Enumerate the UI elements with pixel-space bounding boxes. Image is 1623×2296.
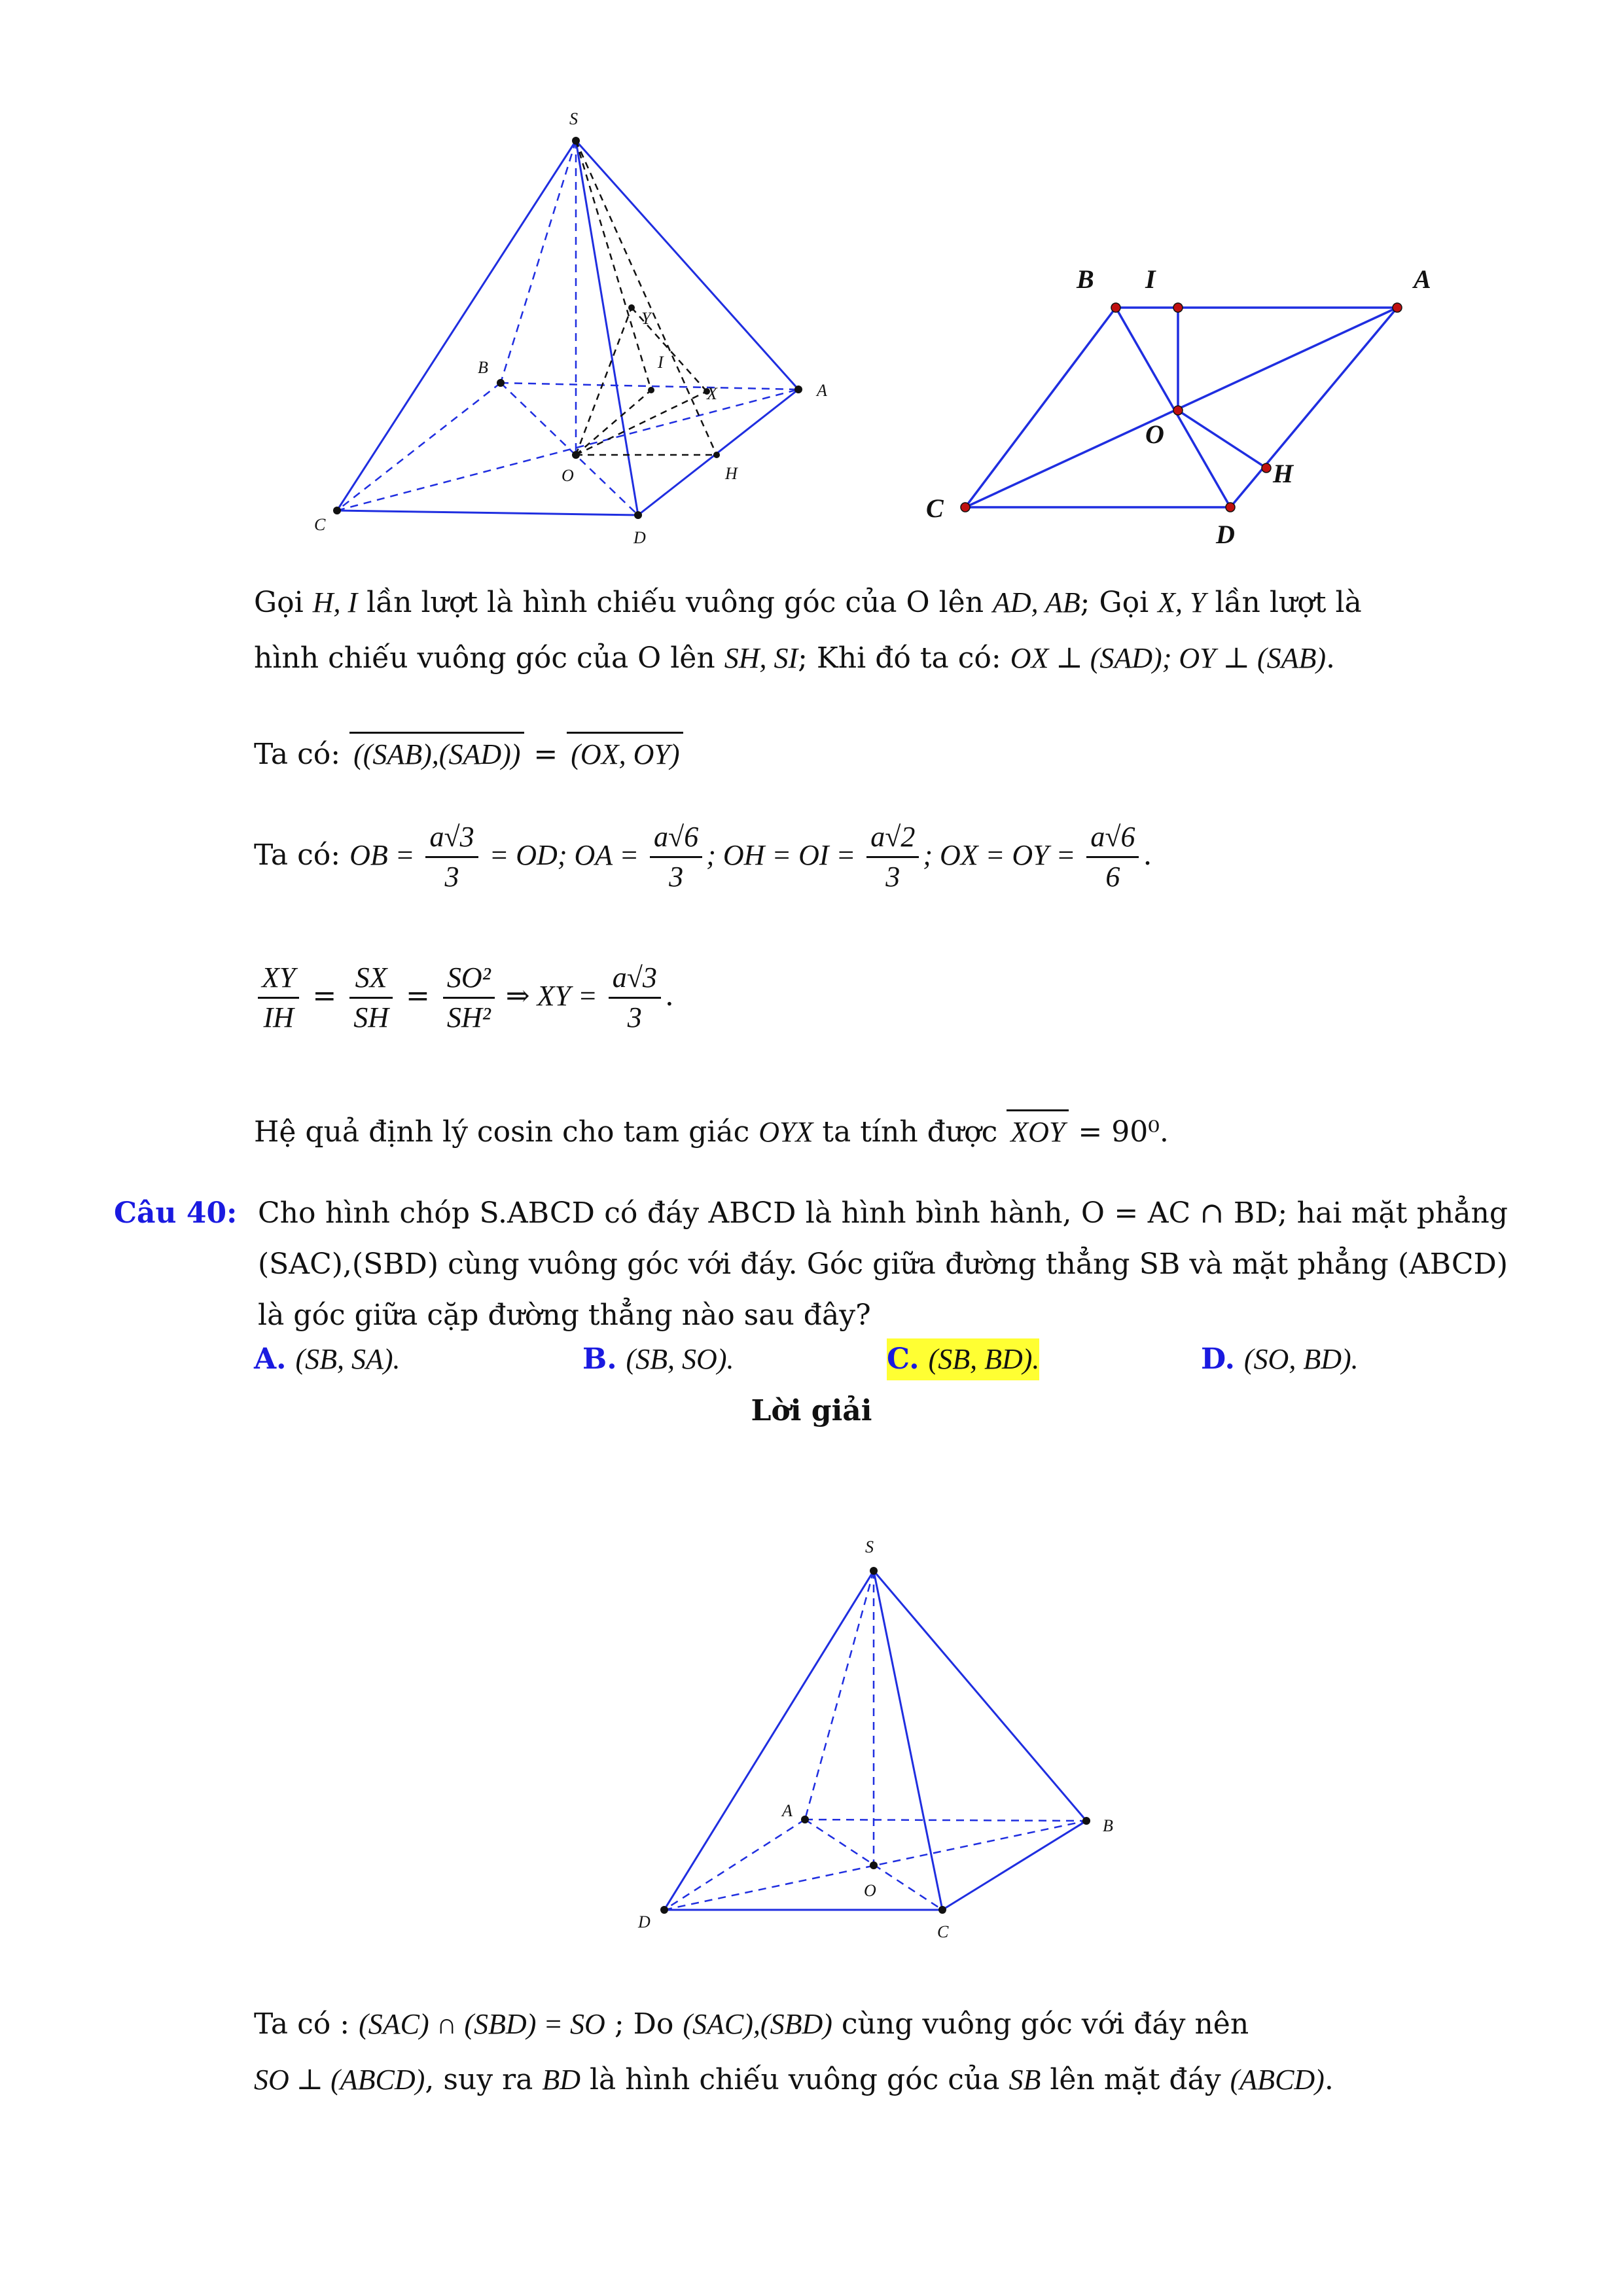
option-c[interactable]: C. (SB, BD). — [887, 1338, 1039, 1380]
solution-title: Lời giải — [751, 1394, 872, 1427]
paragraph-ratio: $\frac{XY}{IH}$ = $\frac{SX}{SH}$ = $\frac{\text{SO²}}{\text{SH²}}$ ⇒ XY = $\frac{a√3}{3}$ . — [254, 959, 674, 1037]
solution-line-2: SO ⊥ (ABCD), suy ra BD là hình chiếu vuông góc của SB lên mặt đáy (ABCD). — [254, 2063, 1334, 2096]
figure-pyramid-1 — [288, 98, 877, 569]
label-A3: A — [782, 1801, 793, 1820]
label-O3: O — [864, 1881, 876, 1900]
label-B: B — [478, 358, 488, 377]
edge-SC — [337, 141, 576, 511]
label-I2: I — [1145, 264, 1156, 294]
label-I: I — [658, 353, 664, 372]
label-D: D — [633, 528, 646, 547]
label-Y: Y — [641, 309, 651, 328]
option-d[interactable]: D. (SO, BD). — [1201, 1342, 1359, 1376]
edge-SD — [576, 141, 638, 515]
solution-line-1: Ta có : (SAC) ∩ (SBD) = SO ; Do (SAC),(SBD) cùng vuông góc với đáy nên — [254, 2007, 1249, 2041]
paragraph-cosine: Hệ quả định lý cosin cho tam giác OYX ta tính được XOY = 90⁰. — [254, 1109, 1169, 1151]
label-D3: D — [638, 1912, 651, 1931]
label-C2: C — [926, 493, 944, 523]
paragraph-angle: Ta có: ((SAB),(SAD)) = (OX, OY) — [254, 732, 683, 773]
label-O2: O — [1145, 420, 1164, 449]
label-B2: B — [1077, 264, 1094, 294]
label-C3: C — [937, 1922, 949, 1941]
option-a[interactable]: A. (SB, SA). — [254, 1342, 401, 1376]
label-A2: A — [1414, 264, 1431, 294]
label-C: C — [314, 515, 326, 534]
label-S: S — [569, 109, 578, 128]
figure-parallelogram — [903, 255, 1479, 556]
question-label: Câu 40: — [114, 1196, 238, 1230]
label-X: X — [707, 384, 717, 403]
label-H2: H — [1273, 459, 1294, 488]
label-O: O — [562, 466, 574, 485]
paragraph-1-line-1: Gọi H, I lần lượt là hình chiếu vuông góc của O lên AD, AB; Gọi X, Y lần lượt là — [254, 586, 1362, 619]
label-S3: S — [865, 1537, 874, 1556]
label-B3: B — [1103, 1816, 1113, 1835]
label-D2: D — [1216, 520, 1235, 549]
paragraph-1-line-2: hình chiếu vuông góc của O lên SH, SI; Khi đó ta có: OX ⊥ (SAD); OY ⊥ (SAB). — [254, 641, 1336, 675]
edge-CD — [337, 511, 638, 515]
option-b[interactable]: B. (SB, SO). — [582, 1342, 734, 1376]
figure-pyramid-2 — [628, 1518, 1152, 1950]
edge-SA — [576, 141, 798, 389]
paragraph-lengths: Ta có: OB = $\frac{a√3}{3}$ = OD; OA = $\frac{a√6}{3}$ ; OH = OI = $\frac{a√2}{3}$ ; OX = OY = $\frac{a√6}{6}$ . — [254, 818, 1152, 896]
label-H: H — [725, 464, 738, 483]
label-A: A — [817, 381, 827, 400]
question-body: Cho hình chóp S.ABCD có đáy ABCD là hình bình hành, O = AC ∩ BD; hai mặt phẳng (SAC),(SBD) cùng vuông góc với đáy. Góc giữa đường thẳng SB và mặt phẳng (ABCD) là góc giữa cặp đường thẳng nào sau đây? — [258, 1196, 1508, 1332]
